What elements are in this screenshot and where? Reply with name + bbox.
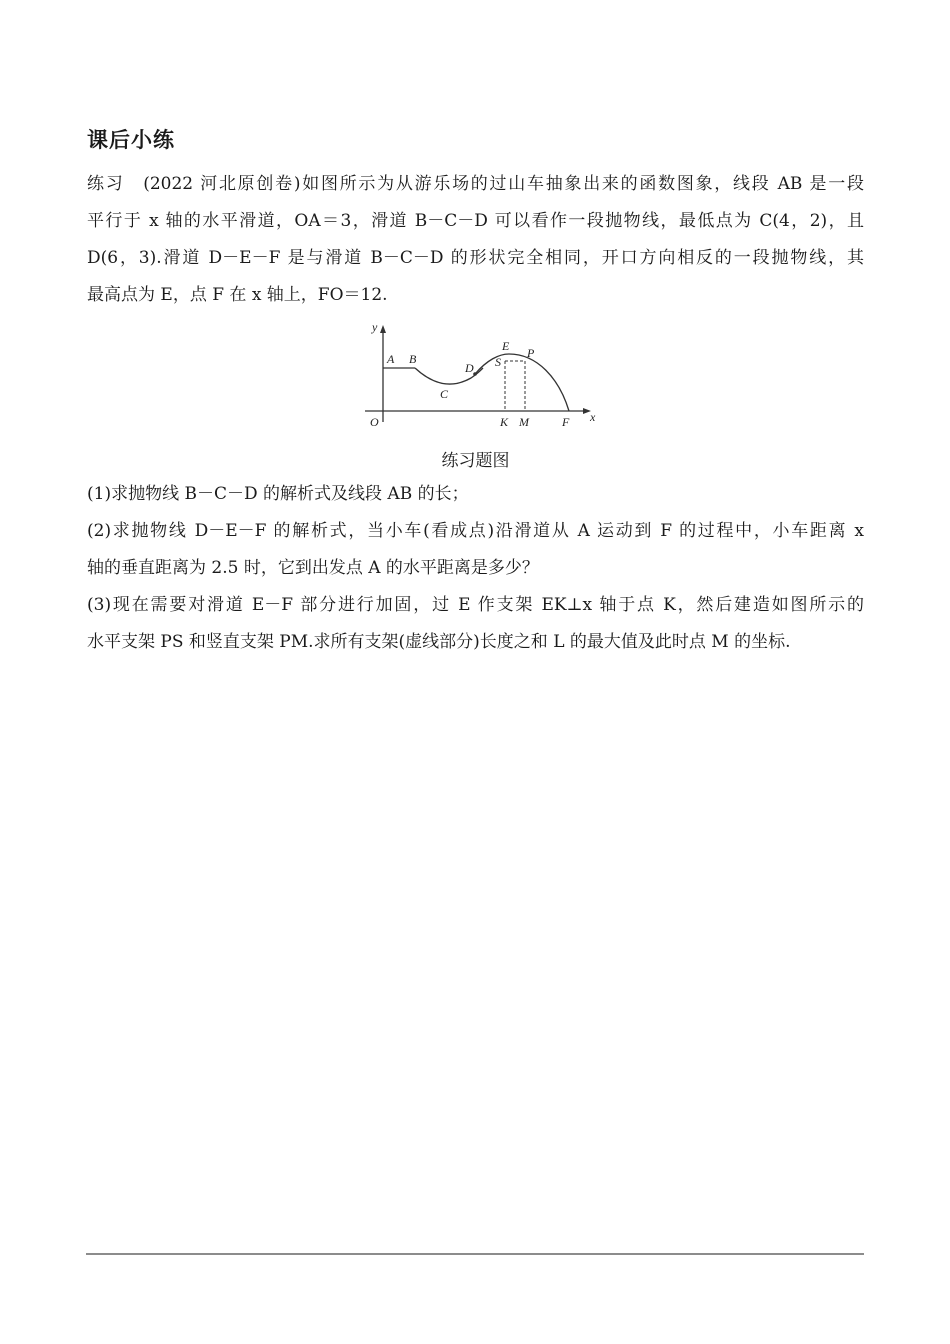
- label-o: O: [370, 415, 379, 429]
- label-d: D: [465, 361, 474, 375]
- label-m: M: [519, 415, 529, 429]
- label-b: B: [409, 352, 417, 366]
- y-axis-arrow-icon: [380, 325, 386, 333]
- question-3: [87, 587, 864, 661]
- problem-line-4: 最高点为 E，点 F 在 x 轴上，FO＝12.: [87, 285, 388, 305]
- question-1-line-1: (1)求抛物线 B－C－D 的解析式及线段 AB 的长；: [87, 484, 469, 504]
- label-x: x: [590, 410, 596, 424]
- point-d-dot: [473, 372, 477, 376]
- section-title: 课后小练: [87, 128, 175, 152]
- problem-line-2: 平行于 x 轴的水平滑道，OA＝3，滑道 B－C－D 可以看作一段抛物线，最低点为 C(4，2)，且: [87, 211, 864, 231]
- label-e: E: [502, 339, 510, 353]
- question-3-line-1: (3)现在需要对滑道 E－F 部分进行加固，过 E 作支架 EK⊥x 轴于点 K，然后建造如图所示的: [87, 595, 864, 615]
- label-c: C: [440, 387, 449, 401]
- problem-line-3: D(6，3).滑道 D－E－F 是与滑道 B－C－D 的形状完全相同，开口方向相反的一段抛物线，其: [87, 248, 864, 268]
- footer-rule: [86, 1253, 864, 1255]
- label-f: F: [562, 415, 570, 429]
- label-y: y: [372, 320, 378, 334]
- question-2: [87, 513, 864, 587]
- problem-line-1: 练习 (2022 河北原创卷)如图所示为从游乐场的过山车抽象出来的函数图象，线段 AB 是一段: [87, 174, 864, 194]
- label-p: P: [527, 346, 535, 360]
- question-2-line-1: (2)求抛物线 D－E－F 的解析式，当小车(看成点)沿滑道从 A 运动到 F 的过程中，小车距离 x: [87, 521, 864, 541]
- label-s: S: [495, 355, 501, 369]
- problem-statement: [87, 166, 864, 314]
- question-2-line-2: 轴的垂直距离为 2.5 时，它到出发点 A 的水平距离是多少？: [87, 558, 539, 578]
- label-k: K: [500, 415, 509, 429]
- label-a: A: [387, 352, 395, 366]
- roller-coaster-function-graph: [359, 318, 599, 430]
- question-3-line-2: 水平支架 PS 和竖直支架 PM.求所有支架(虚线部分)长度之和 L 的最大值及此时点 M 的坐标.: [87, 632, 791, 652]
- question-1: [87, 476, 864, 513]
- parabola-def: [475, 354, 569, 411]
- figure-caption: 练习题图: [441, 451, 510, 471]
